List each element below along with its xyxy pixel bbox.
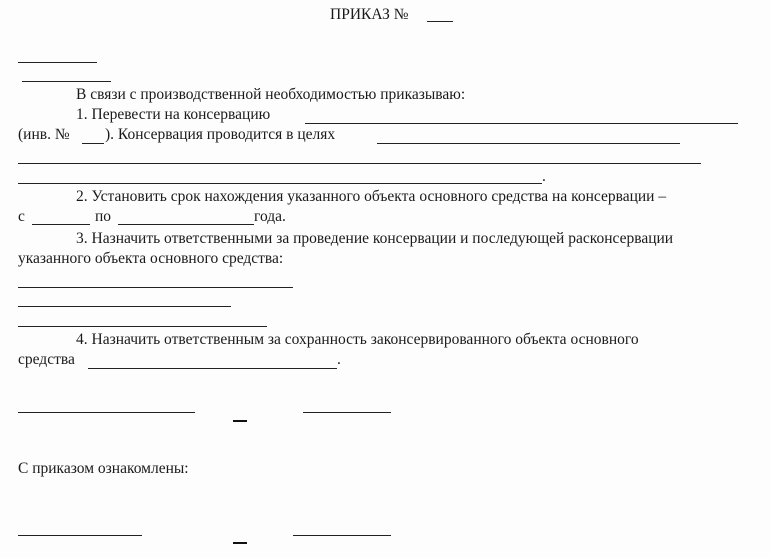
signature-position-blank[interactable] xyxy=(18,412,195,413)
purpose-blank-1[interactable] xyxy=(377,143,680,144)
document-title: ПРИКАЗ № xyxy=(330,6,409,23)
acquainted-signature-blank[interactable] xyxy=(18,535,142,536)
custodian-blank[interactable] xyxy=(88,368,337,369)
place-blank[interactable] xyxy=(22,81,111,82)
from-date-blank[interactable] xyxy=(32,224,90,225)
signature-separator xyxy=(233,420,247,422)
item4-text-cont: средства xyxy=(18,351,75,368)
item3-text-cont: указанного объекта основного средства: xyxy=(18,250,284,267)
item4-period: . xyxy=(337,351,341,368)
asset-name-blank[interactable] xyxy=(305,123,738,124)
purpose-blank-3[interactable] xyxy=(18,183,542,184)
item4-text: 4. Назначить ответственным за сохранность законсервированного объекта основного xyxy=(76,331,639,348)
year-label: года. xyxy=(254,208,286,225)
responsible-blank-3[interactable] xyxy=(18,326,267,327)
item3-text: 3. Назначить ответственными за проведение консервации и последующей расконсервации xyxy=(76,230,674,247)
intro-text: В связи с производственной необходимостью приказываю: xyxy=(76,86,466,103)
item1-text: 1. Перевести на консервацию xyxy=(76,106,271,123)
date-blank[interactable] xyxy=(18,62,97,63)
item2-text: 2. Установить срок нахождения указанного объекта основного средства на консервации – xyxy=(76,188,667,205)
responsible-blank-2[interactable] xyxy=(18,306,231,307)
purpose-blank-2[interactable] xyxy=(18,163,701,164)
purpose-label: ). Консервация проводится в целях xyxy=(105,126,336,143)
responsible-blank-1[interactable] xyxy=(18,287,293,288)
acquainted-label: С приказом ознакомлены: xyxy=(18,460,189,477)
signature-name-blank[interactable] xyxy=(303,412,391,413)
to-date-blank[interactable] xyxy=(118,224,254,225)
to-label: по xyxy=(95,208,112,225)
acquainted-separator xyxy=(233,542,247,544)
acquainted-name-blank[interactable] xyxy=(293,535,391,536)
inventory-label: (инв. № xyxy=(18,126,70,143)
order-number-blank[interactable] xyxy=(427,21,453,22)
from-label: с xyxy=(18,208,25,225)
item1-period: . xyxy=(542,168,546,185)
inventory-number-blank[interactable] xyxy=(82,143,104,144)
